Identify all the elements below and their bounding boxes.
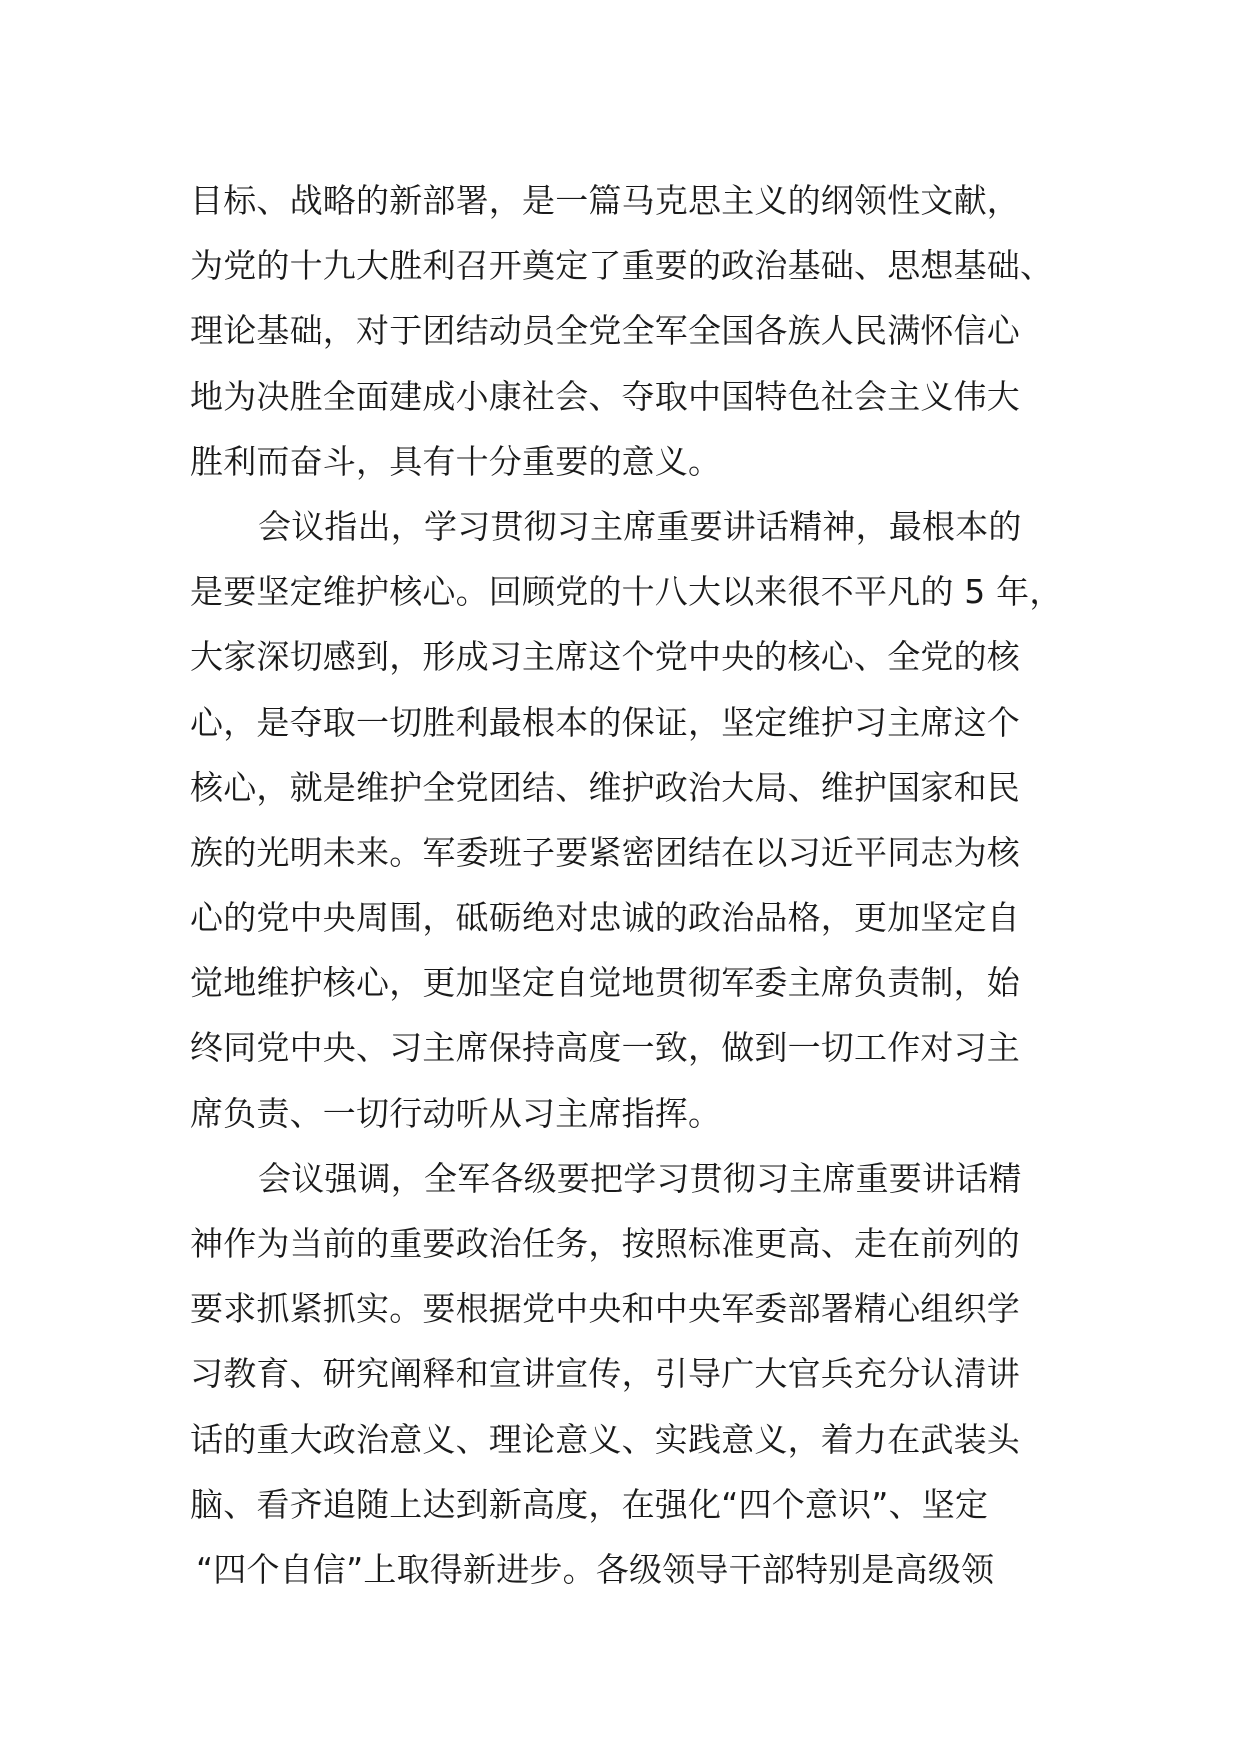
text-line: 族的光明未来。军委班子要紧密团结在以习近平同志为核 (190, 832, 1020, 872)
text-line: 要求抓紧抓实。要根据党中央和中央军委部署精心组织学 (190, 1289, 1020, 1329)
text-line: 目标、战略的新部署，是一篇马克思主义的纲领性文献， (190, 181, 1020, 220)
text-line: 习教育、研究阐释和宣讲宣传，引导广大官兵充分认清讲 (190, 1354, 1020, 1394)
text-line: 胜利而奋斗，具有十分重要的意义。 (190, 441, 722, 481)
text-line: 大家深切感到，形成习主席这个党中央的核心、全党的核 (190, 637, 1020, 677)
text-line: 为党的十九大胜利召开奠定了重要的政治基础、思想基础、 (190, 246, 1054, 286)
text-line: 会议强调，全军各级要把学习贯彻习主席重要讲话精 (258, 1158, 1022, 1198)
text-line: 席负责、一切行动听从习主席指挥。 (190, 1093, 722, 1133)
text-line: 心的党中央周围，砥砺绝对忠诚的政治品格，更加坚定自 (190, 898, 1020, 938)
text-line: 脑、看齐追随上达到新高度，在强化“四个意识”、坚定 (190, 1484, 989, 1524)
paragraph-3 (190, 1146, 1090, 1602)
text-line: 核心，就是维护全党团结、维护政治大局、维护国家和民 (190, 767, 1020, 807)
document-body (190, 168, 1090, 1602)
text-line: 是要坚定维护核心。回顾党的十八大以来很不平凡的 5 年， (190, 572, 1063, 612)
text-line: 地为决胜全面建成小康社会、夺取中国特色社会主义伟大 (190, 376, 1020, 416)
text-line: 心，是夺取一切胜利最根本的保证，坚定维护习主席这个 (190, 702, 1020, 742)
text-line: 终同党中央、习主席保持高度一致，做到一切工作对习主 (190, 1028, 1020, 1068)
text-line: 觉地维护核心，更加坚定自觉地贯彻军委主席负责制，始 (190, 963, 1020, 1003)
text-line: 理论基础，对于团结动员全党全军全国各族人民满怀信心 (190, 311, 1020, 351)
text-line: 话的重大政治意义、理论意义、实践意义，着力在武装头 (190, 1419, 1020, 1459)
text-line: “四个自信”上取得新进步。各级领导干部特别是高级领 (196, 1549, 995, 1589)
text-line: 会议指出，学习贯彻习主席重要讲话精神，最根本的 (258, 506, 1022, 546)
text-line: 神作为当前的重要政治任务，按照标准更高、走在前列的 (190, 1224, 1020, 1263)
paragraph-1 (190, 168, 1090, 494)
paragraph-2 (190, 494, 1090, 1146)
